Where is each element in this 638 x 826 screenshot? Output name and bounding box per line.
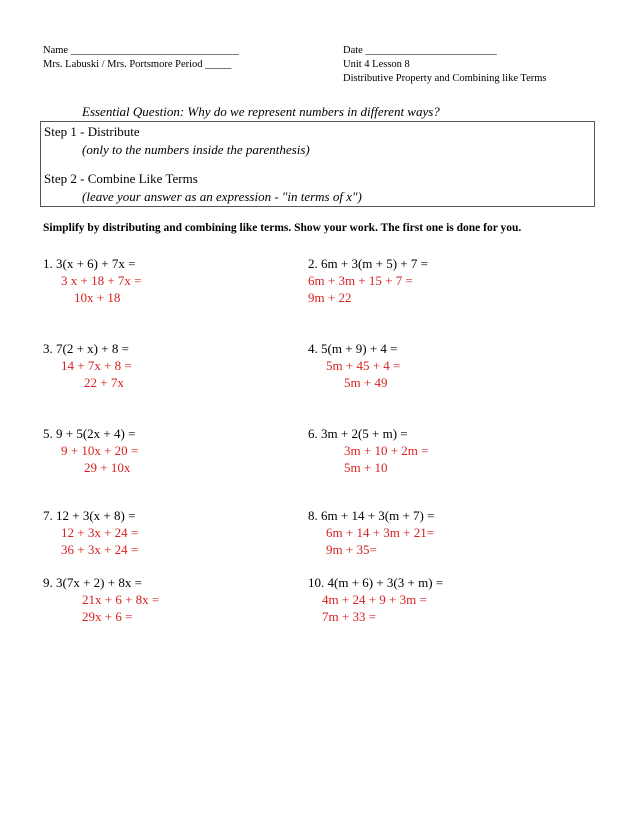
problem-work: 14 + 7x + 8 = bbox=[61, 358, 132, 373]
problem-5 bbox=[43, 425, 138, 476]
problem-1 bbox=[43, 255, 142, 306]
problem-question: 5. 9 + 5(2x + 4) = bbox=[43, 426, 136, 441]
problem-work: 5m + 10 bbox=[344, 460, 388, 475]
problem-6 bbox=[308, 425, 428, 476]
problem-work: 4m + 24 + 9 + 3m = bbox=[322, 592, 427, 607]
problem-work: 5m + 45 + 4 = bbox=[326, 358, 401, 373]
problem-work: 9m + 22 bbox=[308, 290, 352, 305]
topic-line: Distributive Property and Combining like Terms bbox=[343, 73, 547, 84]
problem-work: 12 + 3x + 24 = bbox=[61, 525, 139, 540]
step2-title: Step 2 - Combine Like Terms bbox=[44, 171, 198, 186]
problem-2 bbox=[308, 255, 428, 306]
problem-8 bbox=[308, 507, 434, 558]
teacher-period-line: Mrs. Labuski / Mrs. Portsmore Period _____ bbox=[43, 59, 232, 70]
essential-question: Essential Question: Why do we represent numbers in different ways? bbox=[82, 104, 440, 119]
problem-work: 7m + 33 = bbox=[322, 609, 377, 624]
problem-work: 29x + 6 = bbox=[82, 609, 133, 624]
problem-9 bbox=[43, 574, 159, 625]
problem-work: 22 + 7x bbox=[84, 375, 124, 390]
problem-10 bbox=[308, 574, 443, 625]
name-line: Name ________________________________ bbox=[43, 45, 239, 56]
instructions: Simplify by distributing and combining like terms. Show your work. The first one is done for you. bbox=[43, 222, 522, 234]
step2-note: (leave your answer as an expression - "in terms of x") bbox=[82, 189, 362, 204]
date-line: Date _________________________ bbox=[343, 45, 497, 56]
problem-work: 3 x + 18 + 7x = bbox=[61, 273, 142, 288]
problem-work: 6m + 14 + 3m + 21= bbox=[326, 525, 435, 540]
steps-box bbox=[40, 121, 595, 207]
step1-note: (only to the numbers inside the parenthesis) bbox=[82, 142, 310, 157]
problem-question: 9. 3(7x + 2) + 8x = bbox=[43, 575, 142, 590]
problem-3 bbox=[43, 340, 132, 391]
problem-work: 9m + 35= bbox=[326, 542, 377, 557]
problem-work: 3m + 10 + 2m = bbox=[344, 443, 429, 458]
unit-line: Unit 4 Lesson 8 bbox=[343, 59, 410, 70]
problem-question: 3. 7(2 + x) + 8 = bbox=[43, 341, 129, 356]
problem-work: 29 + 10x bbox=[84, 460, 131, 475]
problem-work: 5m + 49 bbox=[344, 375, 388, 390]
problem-work: 10x + 18 bbox=[74, 290, 121, 305]
problem-work: 6m + 3m + 15 + 7 = bbox=[308, 273, 413, 288]
header-left bbox=[43, 44, 239, 72]
problem-work: 9 + 10x + 20 = bbox=[61, 443, 139, 458]
problem-question: 4. 5(m + 9) + 4 = bbox=[308, 341, 398, 356]
problem-question: 7. 12 + 3(x + 8) = bbox=[43, 508, 136, 523]
problem-work: 36 + 3x + 24 = bbox=[61, 542, 139, 557]
problem-work: 21x + 6 + 8x = bbox=[82, 592, 160, 607]
problem-question: 8. 6m + 14 + 3(m + 7) = bbox=[308, 508, 435, 523]
problem-7 bbox=[43, 507, 138, 558]
problem-4 bbox=[308, 340, 400, 391]
problem-question: 10. 4(m + 6) + 3(3 + m) = bbox=[308, 575, 444, 590]
problem-question: 1. 3(x + 6) + 7x = bbox=[43, 256, 136, 271]
problem-question: 2. 6m + 3(m + 5) + 7 = bbox=[308, 256, 428, 271]
step1-title: Step 1 - Distribute bbox=[44, 124, 140, 139]
header-right bbox=[343, 44, 547, 86]
problem-question: 6. 3m + 2(5 + m) = bbox=[308, 426, 408, 441]
